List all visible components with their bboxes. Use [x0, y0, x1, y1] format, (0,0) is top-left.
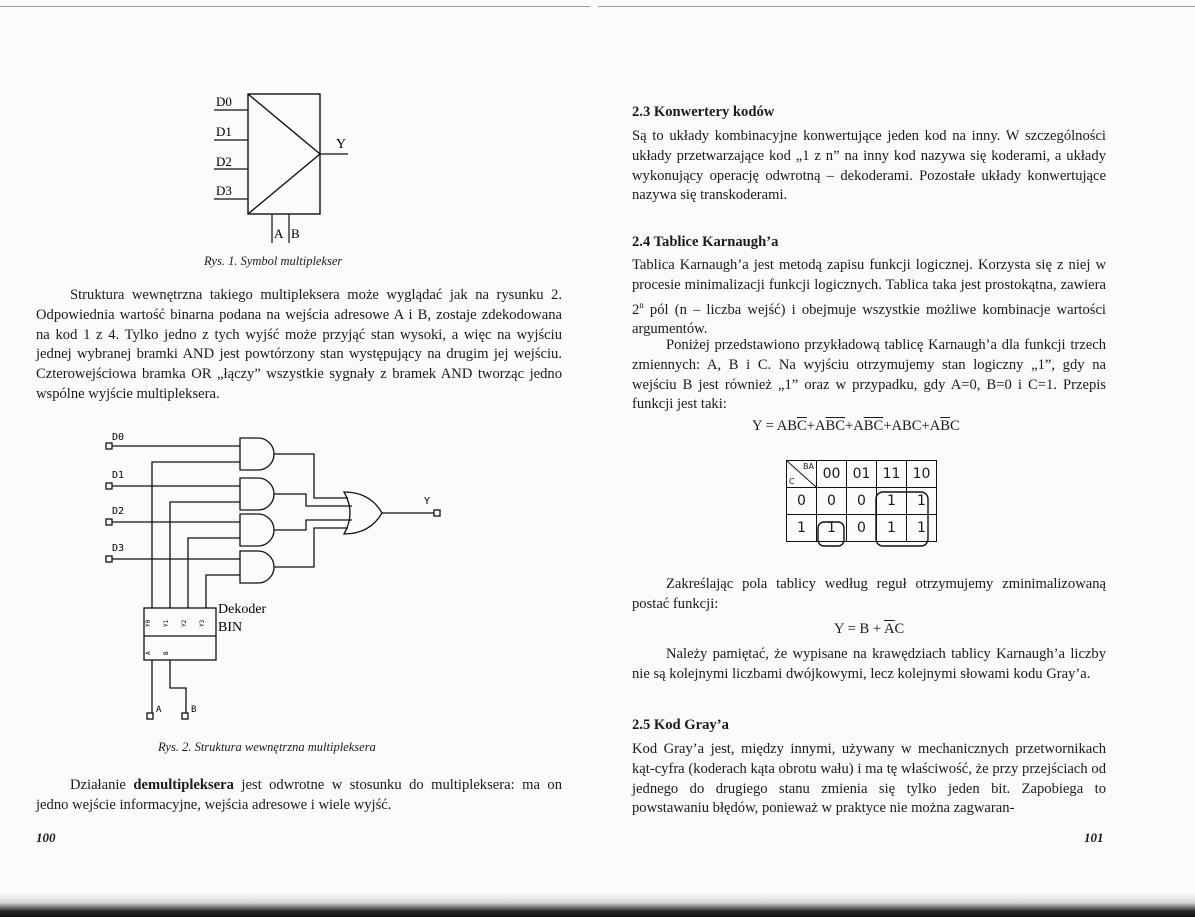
heading-karnaugh: 2.4 Tablice Karnaugh’a: [632, 234, 779, 250]
kmap-cell: 1: [877, 515, 907, 542]
heading-code-converters: 2.3 Konwertery kodów: [632, 104, 775, 120]
paragraph-gray-code: Kod Gray’a jest, między innymi, używany w mechanicznych przetwornikach kąt-cyfra (koderach kąta obrotu wału) i ma tę właściwość, że przy przejściach od jednego do drugiego stanu zmienia się tylko jeden bit. Zapobiega to powstawaniu błędów, ponieważ w praktyce nie można zagwaran-: [632, 741, 1106, 817]
fig2-input-d0: D0: [112, 432, 125, 443]
paragraph-mux-structure: Struktura wewnętrzna takiego multipleksera może wyglądać jak na rysunku 2. Odpowiednia wartość binarna podana na wejścia adresowe A i B, zostaje zdekodowana na kod 1 z 4. Tylko jedno z tych wyjść może przyjąć stan wysoki, a więc na wyjściu jednej wybranej bramki AND jest powtórzony stan występujący na drugim jej wejściu. Czterowejściowa bramka OR „łączy” wszystkie sygnały z bramek AND tworząc jedno wspólne wyjście multipleksera.: [36, 287, 562, 402]
fig2-decoder-in-b: B: [163, 651, 170, 655]
kmap-col-header: 10: [907, 461, 937, 488]
formula-sum-of-products: $Y = AB\overline{C}+A\overline{B}\overline{C}+A\overline{B}\overline{C}+ABC+A\overline{B}C$: [752, 418, 960, 434]
kmap-col-header: 11: [877, 461, 907, 488]
formula-term: ABC: [891, 418, 922, 434]
kmap-cell: 0: [847, 515, 877, 542]
formula-term: $A\overline{B}C$: [929, 418, 960, 434]
mux-address-b: B: [291, 226, 300, 241]
demux-term: demultipleksera: [133, 777, 234, 793]
mux-input-d0: D0: [216, 94, 232, 109]
mux-address-a: A: [274, 226, 284, 241]
karnaugh-map-table: [786, 460, 937, 542]
kmap-col-header: 01: [847, 461, 877, 488]
fig2-input-d2: D2: [112, 506, 125, 517]
paragraph-demux: Działanie demultipleksera jest odwrotne w stosunku do multipleksera: ma on jedno wejście informacyjne, wejścia adresowe i wiele wyjść.: [36, 777, 563, 813]
fig2-decoder-out-y2: Y2: [181, 619, 188, 627]
fig2-decoder-bin: BIN: [218, 620, 243, 635]
mux-symbol-figure: [200, 88, 370, 248]
kmap-row-header: 0: [787, 488, 817, 515]
kmap-cell: 1: [817, 515, 847, 542]
mux-body: [248, 94, 320, 214]
paragraph-karnaugh-intro: Tablica Karnaugh’a jest metodą zapisu funkcji logicznej. Korzysta się z niej w procesie minimalizacji funkcji logicznych. Tablica taka jest prostokątna, zawiera 2$^n$ pól (n – liczba wejść) i obejmuje wszystkie możliwe kombinacje wartości argumentów.: [632, 257, 1106, 338]
bottom-scan-shadow: [0, 893, 1195, 917]
mux-output-y: Y: [336, 137, 347, 152]
fig2-input-d3: D3: [112, 543, 125, 554]
left-page: [0, 0, 590, 917]
kmap-col-header: 00: [817, 461, 847, 488]
kmap-cell: 0: [847, 488, 877, 515]
mux-input-d3: D3: [216, 183, 232, 198]
paragraph-karnaugh-example: Poniżej przedstawiono przykładową tablicę Karnaugh’a dla funkcji trzech zmiennych: A, B i C. Na wyjściu otrzymujemy stan logiczny „1”, gdy na wejściu B jest również „1” oraz w przypadku, gdy A=0, B=0 i C=1. Przepis funkcji jest taki:: [632, 337, 1106, 413]
power-n: n: [639, 299, 644, 310]
formula-term: $A\overline{B}\overline{C}$: [814, 418, 845, 434]
fig2-decoder-out-y1: Y1: [163, 619, 170, 627]
heading-gray-code: 2.5 Kod Gray’a: [632, 717, 729, 733]
top-rule-right: [598, 6, 1195, 7]
page-number-right: 101: [1084, 830, 1104, 845]
formula-lhs: Y =: [752, 418, 777, 434]
formula-term: $AB\overline{C}$: [776, 418, 807, 434]
paragraph-gray-note: Należy pamiętać, że wypisane na krawędziach tablicy Karnaugh’a liczby nie są kolejnymi liczbami dwójkowymi, lecz kolejnymi słowami kodu Gray’a.: [632, 646, 1106, 682]
paragraph-minimized: Zakreślając pola tablicy według reguł otrzymujemy zminimalizowaną postać funkcji:: [632, 576, 1106, 612]
formula-minimized: $Y = B + \overline{A}C$: [834, 621, 905, 637]
kmap-cell: 1: [877, 488, 907, 515]
paragraph-code-converters: Są to układy kombinacyjne konwertujące jeden kod na inny. W szczególności układy przetwarzające kod „1 z n” na inny kod nazywa się koderami, a układy wykonujący operację odwrotną – dekoderami. Pozostałe układy konwertujące nazywa się transkoderami.: [632, 128, 1106, 204]
mux-input-d1: D1: [216, 124, 232, 139]
mux-input-d2: D2: [216, 154, 232, 169]
fig2-address-a: A: [156, 705, 162, 715]
fig2-decoder-label: Dekoder: [218, 602, 267, 617]
fig2-decoder-out-y3: Y3: [199, 619, 206, 627]
fig2-address-b: B: [191, 705, 197, 715]
kmap-cell: 1: [907, 488, 937, 515]
kmap-cell: 1: [907, 515, 937, 542]
fig2-output-y: Y: [424, 496, 431, 507]
mux-triangle: [248, 94, 320, 214]
page-number-left: 100: [36, 830, 56, 845]
formula-term: $A\overline{B}\overline{C}$: [853, 418, 884, 434]
fig2-decoder-in-a: A: [145, 651, 152, 655]
figure1-caption: Rys. 1. Symbol multiplekser: [204, 254, 343, 268]
kmap-corner: [787, 461, 817, 488]
fig2-decoder-out-y0: Y0: [145, 619, 152, 627]
fig2-input-d1: D1: [112, 470, 125, 481]
kmap-corner-ba: BA: [803, 462, 814, 471]
mux-structure-figure: [100, 426, 460, 726]
top-rule-left: [0, 6, 590, 7]
figure2-caption: Rys. 2. Struktura wewnętrzna multipleksera: [158, 740, 376, 754]
kmap-corner-c: C: [789, 477, 795, 486]
kmap-row-header: 1: [787, 515, 817, 542]
kmap-cell: 0: [817, 488, 847, 515]
